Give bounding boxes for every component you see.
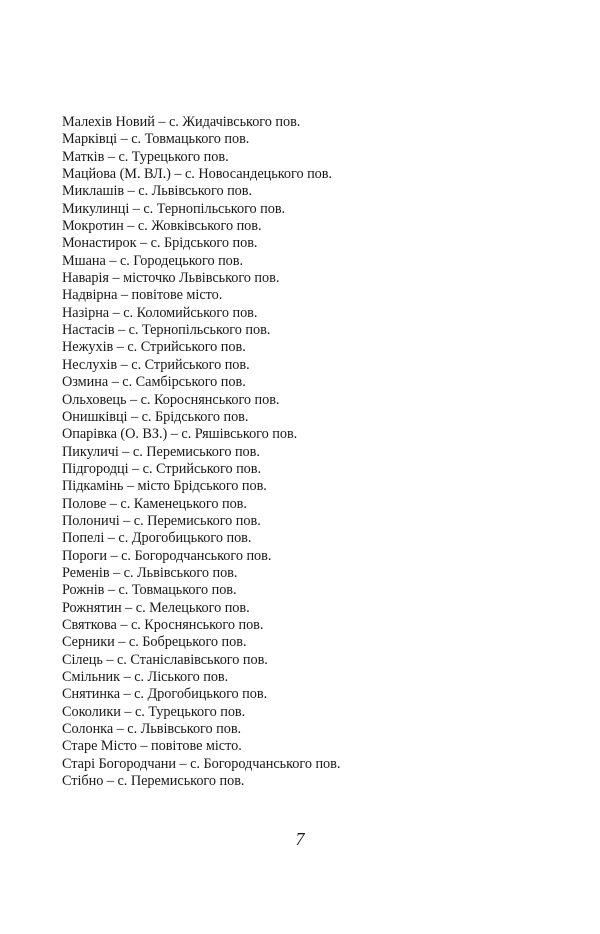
place-entry: Нежухів – с. Стрийського пов. [62, 339, 246, 356]
place-entry: Монастирок – с. Брідського пов. [62, 235, 258, 252]
place-entry: Назірна – с. Коломийського пов. [62, 304, 258, 321]
place-entry: Настасів – с. Тернопільського пов. [62, 322, 271, 339]
place-entry: Підкамінь – місто Брідського пов. [62, 478, 267, 495]
place-entry: Полоничі – с. Перемиського пов. [62, 512, 261, 529]
place-entry: Підгородці – с. Стрийського пов. [62, 460, 262, 477]
place-entry: Полове – с. Каменецького пов. [62, 495, 247, 512]
place-entry: Мокротин – с. Жовківського пов. [62, 218, 262, 235]
place-entry: Сілець – с. Станіславівського пов. [62, 651, 268, 668]
place-entry: Святкова – с. Кроснянського пов. [62, 616, 264, 633]
place-entry: Рожнятин – с. Мелецького пов. [62, 599, 250, 616]
place-entry: Озмина – с. Самбірського пов. [62, 374, 246, 391]
place-entry: Старі Богородчани – с. Богородчанського пов. [62, 755, 341, 772]
place-entry: Пикуличі – с. Перемиського пов. [62, 443, 260, 460]
place-entry: Снятинка – с. Дрогобицького пов. [62, 686, 268, 703]
place-entry: Солонка – с. Львівського пов. [62, 721, 242, 738]
place-entry: Матків – с. Турецького пов. [62, 148, 229, 165]
place-entry: Малехів Новий – с. Жидачівського пов. [62, 114, 301, 130]
place-entry: Миклашів – с. Львівського пов. [62, 183, 253, 200]
place-entry: Онишківці – с. Брідського пов. [62, 408, 249, 425]
place-entry: Рожнів – с. Товмацького пов. [62, 582, 237, 599]
place-entry: Ременів – с. Львівського пов. [62, 564, 238, 581]
place-entry: Попелі – с. Дрогобицького пов. [62, 530, 252, 547]
place-entry: Стібно – с. Перемиського пов. [62, 773, 245, 790]
place-entry: Пороги – с. Богородчанського пов. [62, 547, 272, 564]
place-entry: Наварія – місточко Львівського пов. [62, 270, 280, 287]
place-entry: Мацйова (М. ВЛ.) – с. Новосандецького пов. [62, 166, 332, 183]
place-entry: Микулинці – с. Тернопільського пов. [62, 200, 286, 217]
place-entry: Старе Місто – повітове місто. [62, 738, 242, 755]
place-entry: Мшана – с. Городецького пов. [62, 252, 244, 269]
place-entry: Надвірна – повітове місто. [62, 287, 223, 304]
place-entry: Соколики – с. Турецького пов. [62, 703, 246, 720]
page-number: 7 [295, 829, 305, 849]
place-entry: Серники – с. Бобрецького пов. [62, 634, 247, 651]
place-entry: Опарівка (О. ВЗ.) – с. Ряшівського пов. [62, 426, 298, 443]
place-entry: Неслухів – с. Стрийського пов. [62, 356, 250, 373]
place-entry: Марківці – с. Товмацького пов. [62, 131, 250, 148]
place-name-list [62, 114, 340, 790]
place-entry: Ольховець – с. Короснянського пов. [62, 391, 280, 408]
place-entry: Смільник – с. Ліського пов. [62, 669, 229, 685]
